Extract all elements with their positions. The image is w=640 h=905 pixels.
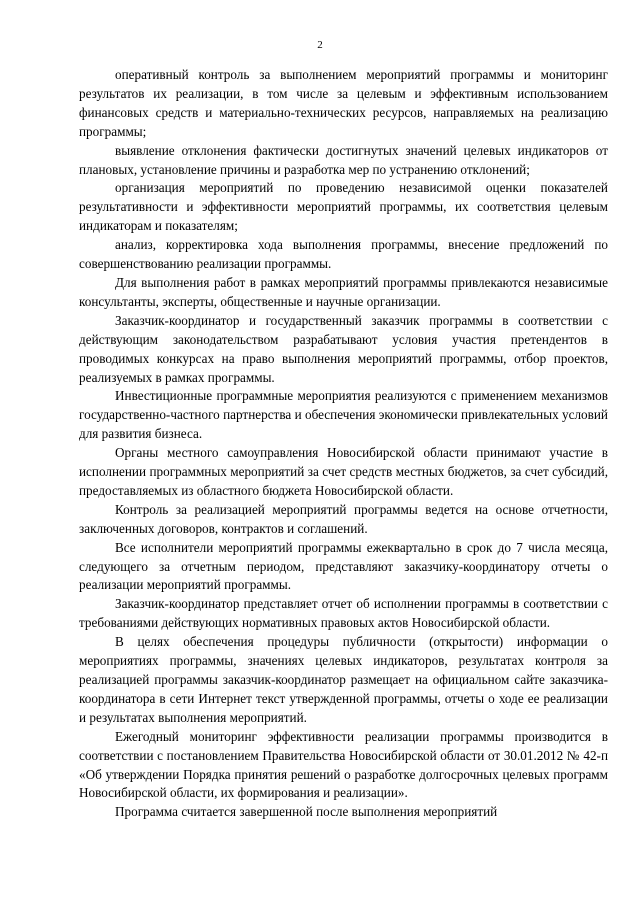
paragraph-coordinator-report: Заказчик-координатор представляет отчет об исполнении программы в соответствии с требованиями действующих нормативных правовых актов Новосибирской области. (79, 596, 608, 631)
paragraph-implementation-control: Контроль за реализацией мероприятий программы ведется на основе отчетности, заключенных договоров, контрактов и соглашений. (79, 501, 608, 536)
paragraph-publicity: В целях обеспечения процедуры публичности (открытости) информации о мероприятиях программы, значениях целевых индикаторов, результатах контроля за реализацией программы заказчик-координатор размещает на официальном сайте заказчика-координатора в сети Интернет текст утвержденной программы, отчеты о ходе ее реализации и результатах выполнения мероприятий. (79, 634, 608, 725)
paragraph-deviation-detection: выявление отклонения фактически достигнутых значений целевых индикаторов от плановых, установление причины и разработка мер по устранению отклонений; (79, 142, 608, 177)
paragraph-consultants: Для выполнения работ в рамках мероприятий программы привлекаются независимые консультанты, эксперты, общественные и научные организации. (79, 274, 608, 309)
paragraph-independent-evaluation: организация мероприятий по проведению независимой оценки показателей результативности и эффективности мероприятий программы, их соответствия целевым индикаторам и показателям; (79, 180, 608, 234)
paragraph-analysis-correction: анализ, корректировка хода выполнения программы, внесение предложений по совершенствованию реализации программы. (79, 237, 608, 272)
paragraph-program-completion: Программа считается завершенной после выполнения мероприятий (115, 804, 498, 820)
paragraph-quarterly-reports: Все исполнители мероприятий программы ежеквартально в срок до 7 числа месяца, следующего за отчетным периодом, представляют заказчику-координатору отчеты о реализации мероприятий программы. (79, 539, 608, 593)
page-number: 2 (317, 39, 323, 51)
paragraph-operational-control: оперативный контроль за выполнением мероприятий программы и мониторинг результатов их реализации, в том числе за целевым и эффективным использованием финансовых средств и материально-технических ресурсов, направляемых на реализацию программы; (79, 67, 608, 139)
document-body (79, 66, 608, 822)
paragraph-investment-measures: Инвестиционные программные мероприятия реализуются с применением механизмов государственно-частного партнерства и обеспечения экономически привлекательных условий для развития бизнеса. (79, 388, 608, 442)
paragraph-local-government: Органы местного самоуправления Новосибирской области принимают участие в исполнении программных мероприятий за счет средств местных бюджетов, за счет субсидий, предоставляемых из областного бюджета Новосибирской области. (79, 445, 608, 498)
paragraph-competition-conditions: Заказчик-координатор и государственный заказчик программы в соответствии с действующим законодательством разрабатывают условия участия претендентов в проводимых конкурсах на право выполнения мероприятий программы, отбор проектов, реализуемых в рамках программы. (79, 312, 608, 385)
paragraph-annual-monitoring: Ежегодный мониторинг эффективности реализации программы производится в соответствии с постановлением Правительства Новосибирской области от 30.01.2012 № 42-п «Об утверждении Порядка принятия решений о разработке долгосрочных целевых программ Новосибирской области, их формирования и реализации». (79, 728, 608, 801)
